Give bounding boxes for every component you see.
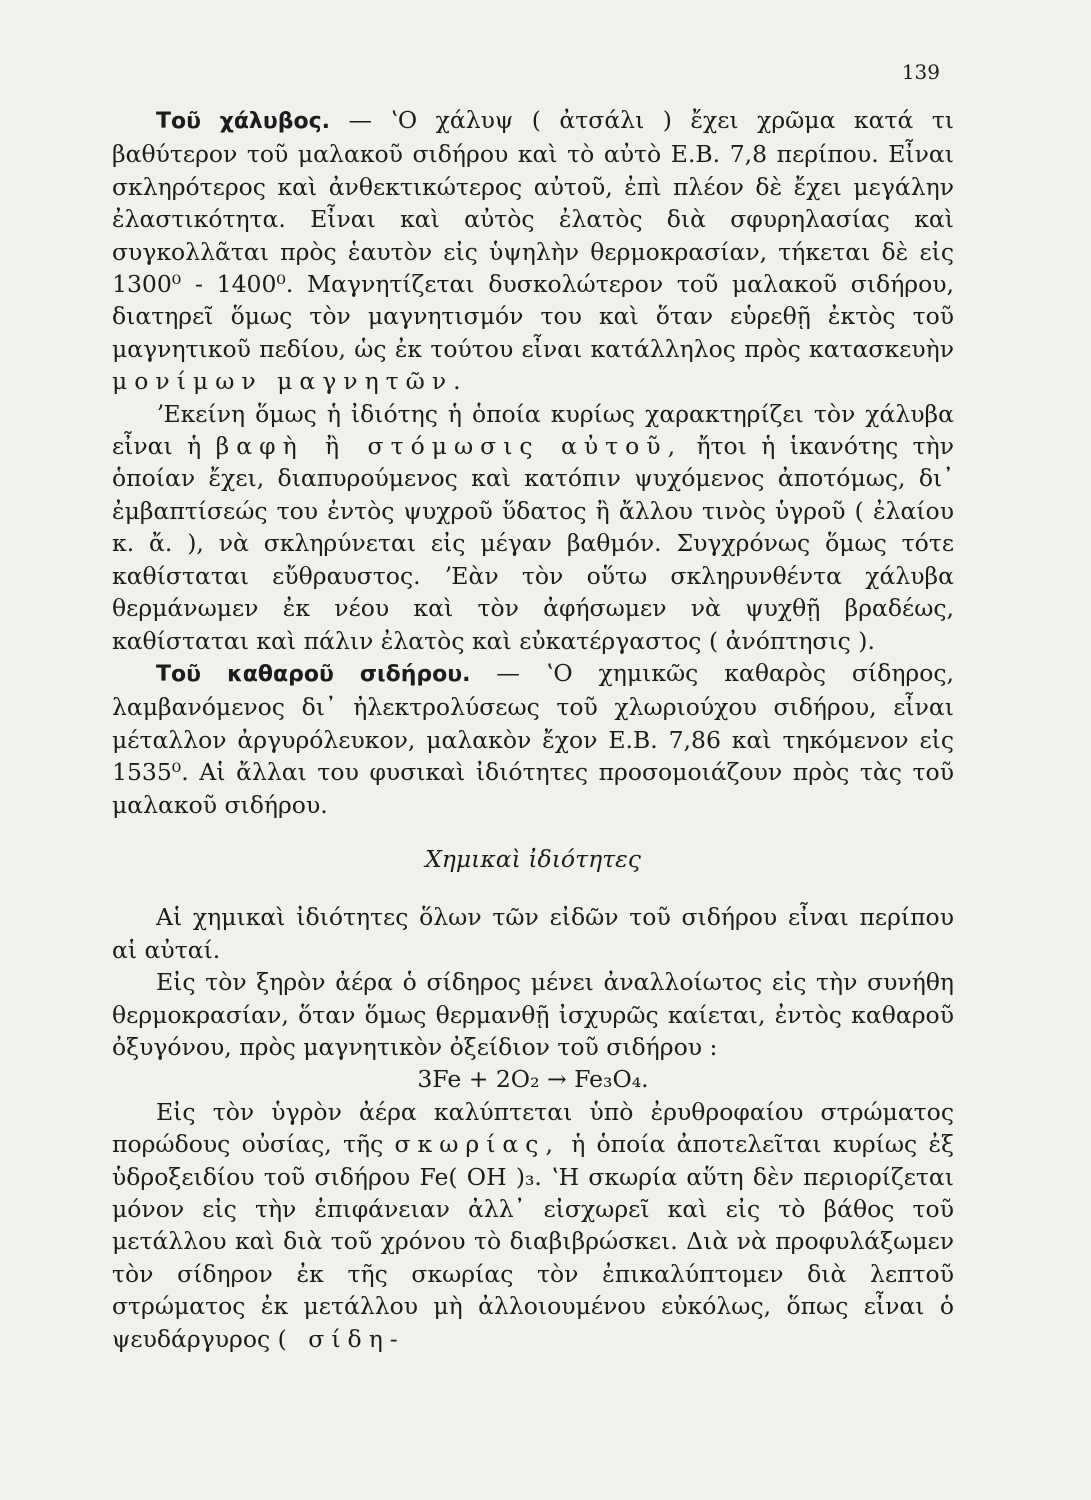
steel-emphasis: μονίμων μαγνητῶν. <box>112 367 468 396</box>
section-heading: Χημικαὶ ἰδιότητες <box>425 844 641 873</box>
paragraph-hardening <box>112 398 954 657</box>
steel-title: Τοῦ χάλυβος. <box>156 109 330 134</box>
pure-iron-text: — ʽΟ χημικῶς καθαρὸς σίδηρος, λαμβανόμενος δι᾿ ἠλεκτρολύσεως τοῦ χλωριούχου σιδήρου, εἶναι μέταλλον ἀργυρόλευκον, μαλακὸν ἔχον Ε.Β. 7,86 καὶ τηκόμενον εἰς 1535⁰. Αἱ ἄλλαι του φυσικαὶ ἰδιότητες προσομοιάζουν πρὸς τὰς τοῦ μαλακοῦ σιδήρου. <box>112 658 954 819</box>
rust-emphasis-2: ( σίδη- <box>277 1324 405 1353</box>
rust-text-1: Εἰς τὸν ὑγρὸν ἀέρα καλύπτεται ὑπὸ ἐρυθροφαίου στρώματος πορώδους οὐσίας, τῆς <box>112 1097 954 1159</box>
rust-emphasis: σκωρίας, <box>394 1130 560 1159</box>
paragraph-chemical-2: Εἰς τὸν ξηρὸν ἀέρα ὁ σίδηρος μένει ἀναλλοίωτος εἰς τὴν συνήθη θερμοκρασίαν, ὅταν ὅμως θερμανθῇ ἰσχυρῶς καίεται, ἐντὸς καθαροῦ ὀξυγόνου, πρὸς μαγνητικὸν ὀξείδιον τοῦ σιδήρου : <box>112 968 954 1061</box>
hardening-text-1: ʼΕκείνη ὅμως ἡ ἰδιότης ἡ ὁποία κυρίως χαρακτηρίζει τὸν χάλυβα εἶναι ἡ <box>112 399 954 461</box>
pure-iron-title: Τοῦ καθαροῦ σιδήρου. <box>156 661 471 687</box>
page-body <box>112 104 954 1355</box>
chemical-formula: 3Fe + 2O₂ → Fe₃O₄. <box>417 1065 649 1094</box>
paragraph-rust <box>112 1096 954 1355</box>
steel-text: — ʽΟ χάλυψ ( ἀτσάλι ) ἔχει χρῶμα κατά τι βαθύτερον τοῦ μαλακοῦ σιδήρου καὶ τὸ αὐτὸ Ε.Β. 7,8 περίπου. Εἶναι σκληρότερος καὶ ἀνθεκτικώτερος αὐτοῦ, ἐπὶ πλέον δὲ ἔχει μεγάλην ἐλαστικότητα. Εἶναι καὶ αὐτὸς ἐλατὸς διὰ σφυρηλασίας καὶ συγκολλᾶται πρὸς ἑαυτὸν εἰς ὑψηλὴν θερμοκρασίαν, τήκεται δὲ εἰς 1300⁰ - 1400⁰. Μαγνητίζεται δυσκολώτερον τοῦ μαλακοῦ σιδήρου, διατηρεῖ ὅμως τὸν μαγνητισμόν του καὶ ὅταν εὑρεθῇ ἐκτὸς τοῦ μαγνητικοῦ πεδίου, ὡς ἐκ τούτου εἶναι κατάλληλος πρὸς κατασκευὴν <box>112 106 955 363</box>
paragraph-chemical-1: Αἱ χημικαὶ ἰδιότητες ὅλων τῶν εἰδῶν τοῦ σιδήρου εἶναι περίπου αἱ αὐταί. <box>112 903 954 964</box>
hardening-text-2: ἤτοι ἡ ἱκανότης τὴν ὁποίαν ἔχει, διαπυρούμενος καὶ κατόπιν ψυχόμενος ἀποτόμως, δι᾿ ἐμβαπτίσεώς του ἐντὸς ψυχροῦ ὕδατος ἢ ἄλλου τινὸς ὑγροῦ ( ἐλαίου κ. ἄ. ), νὰ σκληρύνεται εἰς μέγαν βαθμόν. Συγχρόνως ὅμως τότε καθίσταται εὔθραυστος. ʼΕὰν τὸν οὕτω σκληρυνθέντα χάλυβα θερμάνωμεν ἐκ νέου καὶ τὸν ἀφήσωμεν νὰ ψυχθῇ βραδέως, καθίσταται καὶ πάλιν ἐλατὸς καὶ εὐκατέργαστος ( ἀνόπτησις ). <box>112 432 954 655</box>
paragraph-steel <box>112 104 954 398</box>
page-number: 139 <box>901 60 940 84</box>
hardening-emphasis: βαφὴ ἢ στόμωσις αὐτοῦ, <box>215 432 683 461</box>
paragraph-pure-iron <box>112 657 954 821</box>
rust-text-2: ἡ ὁποία ἀποτελεῖται κυρίως ἐξ ὑδροξειδίου τοῦ σιδήρου Fe( OH )₃. ʽΗ σκωρία αὕτη δὲν περιορίζεται μόνον εἰς τὴν ἐπιφάνειαν ἀλλ᾿ εἰσχωρεῖ καὶ εἰς τὸ βάθος τοῦ μετάλλου καὶ διὰ τοῦ χρόνου τὸ διαβιβρώσκει. Διὰ νὰ προφυλάξωμεν τὸν σίδηρον ἐκ τῆς σκωρίας τὸν ἐπικαλύπτομεν διὰ λεπτοῦ στρώματος ἐκ μετάλλου μὴ ἀλλοιουμένου εὐκόλως, ὅπως εἶναι ὁ ψευδάργυρος <box>112 1130 954 1353</box>
